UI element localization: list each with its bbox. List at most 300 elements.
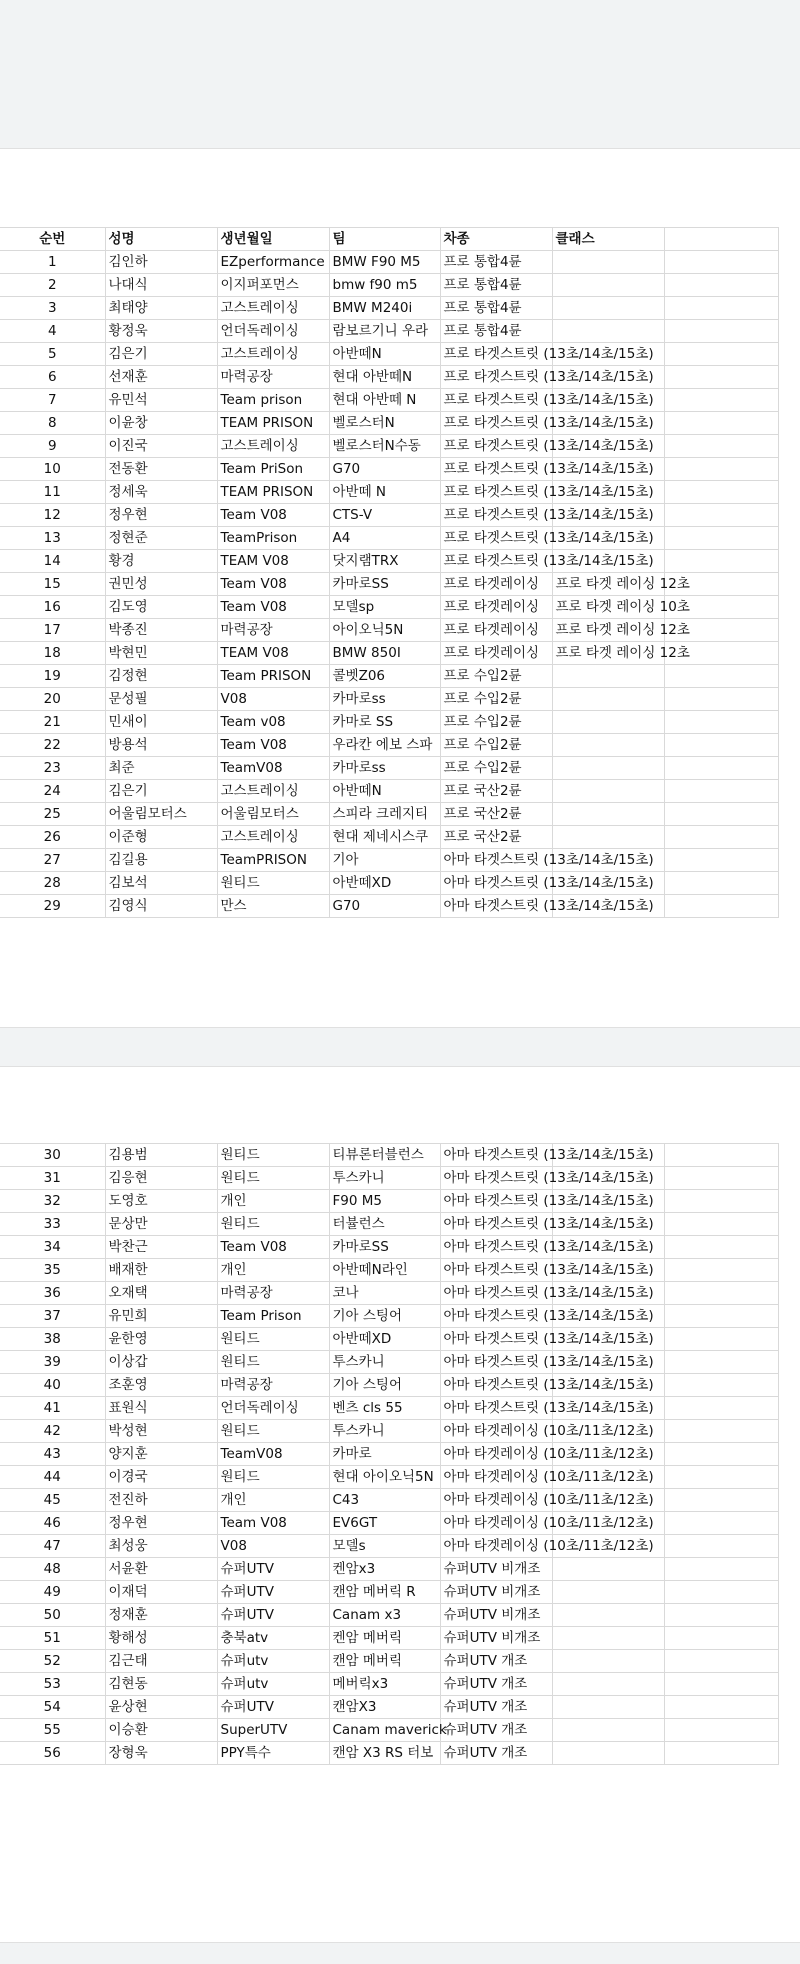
- cell-team: 켄암 메버릭: [329, 1627, 440, 1650]
- cell-team: 캔암X3: [329, 1696, 440, 1719]
- cell-name: 박찬근: [105, 1236, 217, 1259]
- cell-empty: [664, 1581, 778, 1604]
- cell-name: 전진하: [105, 1489, 217, 1512]
- cell-car: 프로 타겟레이싱: [440, 596, 552, 619]
- cell-empty: [664, 780, 778, 803]
- table-row: [0, 1719, 778, 1742]
- cell-car: 슈퍼UTV 개조: [440, 1719, 552, 1742]
- cell-empty: [664, 1351, 778, 1374]
- cell-birth: TEAM V08: [217, 550, 329, 573]
- table-row: [0, 619, 778, 642]
- cell-name: 박성현: [105, 1420, 217, 1443]
- cell-name: 이진국: [105, 435, 217, 458]
- cell-car: 프로 통합4륜: [440, 274, 552, 297]
- cell-team: bmw f90 m5: [329, 274, 440, 297]
- cell-empty: [664, 1719, 778, 1742]
- cell-empty: [664, 274, 778, 297]
- cell-birth: 개인: [217, 1259, 329, 1282]
- cell-name: 김근태: [105, 1650, 217, 1673]
- cell-no: 20: [0, 688, 105, 711]
- cell-team: 캔암 메버릭: [329, 1650, 440, 1673]
- cell-team: BMW F90 M5: [329, 251, 440, 274]
- cell-team: 현대 아반떼N: [329, 366, 440, 389]
- cell-no: 13: [0, 527, 105, 550]
- cell-empty: [664, 527, 778, 550]
- cell-team: 아반떼XD: [329, 872, 440, 895]
- cell-empty: [664, 1443, 778, 1466]
- cell-car: 아마 타겟스트릿 (13초/14초/15초): [440, 1374, 552, 1397]
- cell-no: 31: [0, 1167, 105, 1190]
- cell-empty: [664, 711, 778, 734]
- cell-team: Canam maverick: [329, 1719, 440, 1742]
- cell-no: 28: [0, 872, 105, 895]
- page-gap-middle: [0, 1027, 800, 1067]
- cell-no: 50: [0, 1604, 105, 1627]
- cell-empty: [664, 435, 778, 458]
- cell-birth: TeamV08: [217, 1443, 329, 1466]
- cell-empty: [664, 1558, 778, 1581]
- cell-no: 10: [0, 458, 105, 481]
- cell-name: 문상만: [105, 1213, 217, 1236]
- cell-team: F90 M5: [329, 1190, 440, 1213]
- cell-team: 기아: [329, 849, 440, 872]
- cell-team: 메버릭x3: [329, 1673, 440, 1696]
- cell-team: 모델s: [329, 1535, 440, 1558]
- cell-car: 프로 타겟스트릿 (13초/14초/15초): [440, 481, 552, 504]
- table-row: [0, 1420, 778, 1443]
- cell-birth: 슈퍼UTV: [217, 1604, 329, 1627]
- cell-car: 프로 타겟스트릿 (13초/14초/15초): [440, 389, 552, 412]
- cell-empty: [664, 1167, 778, 1190]
- cell-team: 아반떼N라인: [329, 1259, 440, 1282]
- table-row: [0, 435, 778, 458]
- cell-birth: Team V08: [217, 573, 329, 596]
- cell-name: 배재한: [105, 1259, 217, 1282]
- cell-team: 람보르기니 우라: [329, 320, 440, 343]
- cell-birth: 고스트레이싱: [217, 435, 329, 458]
- cell-empty: [664, 481, 778, 504]
- cell-birth: 마력공장: [217, 366, 329, 389]
- cell-empty: [664, 1236, 778, 1259]
- cell-empty: [664, 688, 778, 711]
- cell-birth: 고스트레이싱: [217, 297, 329, 320]
- cell-name: 김용범: [105, 1144, 217, 1167]
- cell-empty: [664, 1535, 778, 1558]
- table-row: [0, 274, 778, 297]
- cell-team: 투스카니: [329, 1167, 440, 1190]
- cell-name: 도영호: [105, 1190, 217, 1213]
- cell-empty: [664, 458, 778, 481]
- cell-car: 프로 타겟스트릿 (13초/14초/15초): [440, 504, 552, 527]
- cell-team: 투스카니: [329, 1351, 440, 1374]
- cell-name: 표원식: [105, 1397, 217, 1420]
- table-row: [0, 1397, 778, 1420]
- cell-car: 프로 국산2륜: [440, 803, 552, 826]
- cell-team: 모델sp: [329, 596, 440, 619]
- cell-name: 어울림모터스: [105, 803, 217, 826]
- cell-birth: 원티드: [217, 1213, 329, 1236]
- cell-team: 아반떼N: [329, 780, 440, 803]
- cell-empty: [664, 734, 778, 757]
- cell-name: 김응현: [105, 1167, 217, 1190]
- table-row: [0, 1282, 778, 1305]
- cell-empty: [664, 1144, 778, 1167]
- cell-name: 전동환: [105, 458, 217, 481]
- cell-no: 32: [0, 1190, 105, 1213]
- table-row: [0, 1190, 778, 1213]
- cell-birth: EZperformance: [217, 251, 329, 274]
- cell-no: 16: [0, 596, 105, 619]
- cell-car: 프로 수입2륜: [440, 665, 552, 688]
- table-row: [0, 1305, 778, 1328]
- cell-name: 정재훈: [105, 1604, 217, 1627]
- cell-car: 프로 통합4륜: [440, 297, 552, 320]
- cell-birth: 원티드: [217, 1328, 329, 1351]
- cell-team: 벤츠 cls 55: [329, 1397, 440, 1420]
- cell-no: 33: [0, 1213, 105, 1236]
- header-name: 성명: [105, 228, 217, 251]
- cell-empty: [664, 803, 778, 826]
- cell-name: 민새이: [105, 711, 217, 734]
- cell-name: 이승환: [105, 1719, 217, 1742]
- cell-car: 슈퍼UTV 개조: [440, 1650, 552, 1673]
- cell-no: 17: [0, 619, 105, 642]
- sheet-page-2: [0, 1143, 800, 1765]
- cell-empty: [664, 389, 778, 412]
- cell-birth: 언더독레이싱: [217, 1397, 329, 1420]
- table-row: [0, 711, 778, 734]
- table-row: [0, 504, 778, 527]
- cell-team: BMW 850I: [329, 642, 440, 665]
- table-row: [0, 458, 778, 481]
- cell-empty: [664, 1374, 778, 1397]
- cell-no: 9: [0, 435, 105, 458]
- cell-no: 23: [0, 757, 105, 780]
- cell-car: 아마 타겟레이싱 (10초/11초/12초): [440, 1489, 552, 1512]
- table-row: [0, 1512, 778, 1535]
- cell-class: [552, 251, 664, 274]
- cell-name: 김정현: [105, 665, 217, 688]
- cell-team: 스피라 크레지티: [329, 803, 440, 826]
- cell-name: 정현준: [105, 527, 217, 550]
- cell-empty: [664, 412, 778, 435]
- cell-car: 아마 타겟스트릿 (13초/14초/15초): [440, 1167, 552, 1190]
- header-no: 순번: [0, 228, 105, 251]
- cell-birth: 원티드: [217, 1466, 329, 1489]
- cell-car: 프로 타겟스트릿 (13초/14초/15초): [440, 366, 552, 389]
- cell-no: 8: [0, 412, 105, 435]
- cell-birth: Team Prison: [217, 1305, 329, 1328]
- cell-car: 슈퍼UTV 개조: [440, 1742, 552, 1765]
- cell-car: 슈퍼UTV 비개조: [440, 1581, 552, 1604]
- cell-no: 27: [0, 849, 105, 872]
- cell-no: 7: [0, 389, 105, 412]
- cell-birth: 마력공장: [217, 1282, 329, 1305]
- cell-class: [552, 320, 664, 343]
- table-row: [0, 320, 778, 343]
- cell-team: 카마로SS: [329, 573, 440, 596]
- table-row: [0, 1696, 778, 1719]
- cell-no: 44: [0, 1466, 105, 1489]
- cell-birth: 슈퍼UTV: [217, 1558, 329, 1581]
- cell-name: 정세욱: [105, 481, 217, 504]
- cell-empty: [664, 665, 778, 688]
- table-row: [0, 872, 778, 895]
- cell-birth: 고스트레이싱: [217, 343, 329, 366]
- cell-name: 나대식: [105, 274, 217, 297]
- cell-car: 아마 타겟레이싱 (10초/11초/12초): [440, 1512, 552, 1535]
- cell-class: [552, 1650, 664, 1673]
- cell-car: 프로 수입2륜: [440, 757, 552, 780]
- cell-name: 이윤창: [105, 412, 217, 435]
- cell-class: [552, 1604, 664, 1627]
- cell-empty: [664, 849, 778, 872]
- table-row: [0, 1144, 778, 1167]
- cell-empty: [664, 1604, 778, 1627]
- header-empty: [664, 228, 778, 251]
- cell-team: 아반떼XD: [329, 1328, 440, 1351]
- cell-birth: 원티드: [217, 1167, 329, 1190]
- cell-no: 29: [0, 895, 105, 918]
- cell-no: 45: [0, 1489, 105, 1512]
- cell-no: 42: [0, 1420, 105, 1443]
- cell-no: 18: [0, 642, 105, 665]
- cell-team: A4: [329, 527, 440, 550]
- cell-car: 프로 타겟스트릿 (13초/14초/15초): [440, 550, 552, 573]
- cell-birth: 원티드: [217, 1351, 329, 1374]
- cell-name: 김인하: [105, 251, 217, 274]
- cell-birth: 개인: [217, 1190, 329, 1213]
- cell-empty: [664, 1213, 778, 1236]
- cell-name: 정우현: [105, 504, 217, 527]
- cell-no: 37: [0, 1305, 105, 1328]
- table-row: [0, 1742, 778, 1765]
- cell-empty: [664, 895, 778, 918]
- cell-name: 이재덕: [105, 1581, 217, 1604]
- cell-team: 캔암 X3 RS 터보: [329, 1742, 440, 1765]
- cell-birth: TEAM V08: [217, 642, 329, 665]
- table-row: [0, 803, 778, 826]
- table-row: [0, 826, 778, 849]
- cell-birth: 고스트레이싱: [217, 826, 329, 849]
- cell-birth: Team V08: [217, 596, 329, 619]
- cell-car: 프로 타겟레이싱: [440, 573, 552, 596]
- cell-car: 프로 타겟스트릿 (13초/14초/15초): [440, 412, 552, 435]
- table-row: [0, 1443, 778, 1466]
- cell-empty: [664, 297, 778, 320]
- cell-name: 양지훈: [105, 1443, 217, 1466]
- cell-car: 아마 타겟스트릿 (13초/14초/15초): [440, 849, 552, 872]
- cell-birth: 마력공장: [217, 619, 329, 642]
- table-row: [0, 1466, 778, 1489]
- cell-birth: TEAM PRISON: [217, 412, 329, 435]
- table-row: [0, 642, 778, 665]
- cell-car: 프로 타겟레이싱: [440, 619, 552, 642]
- cell-car: 아마 타겟스트릿 (13초/14초/15초): [440, 1213, 552, 1236]
- table-row: [0, 366, 778, 389]
- cell-car: 슈퍼UTV 개조: [440, 1696, 552, 1719]
- cell-empty: [664, 1259, 778, 1282]
- cell-no: 1: [0, 251, 105, 274]
- cell-car: 프로 수입2륜: [440, 734, 552, 757]
- cell-no: 21: [0, 711, 105, 734]
- cell-car: 프로 통합4륜: [440, 320, 552, 343]
- cell-name: 최태양: [105, 297, 217, 320]
- cell-name: 김영식: [105, 895, 217, 918]
- cell-no: 54: [0, 1696, 105, 1719]
- cell-class: 프로 타겟 레이싱 12초: [552, 642, 664, 665]
- cell-car: 프로 타겟스트릿 (13초/14초/15초): [440, 343, 552, 366]
- cell-name: 윤한영: [105, 1328, 217, 1351]
- cell-name: 선재훈: [105, 366, 217, 389]
- table-row: [0, 251, 778, 274]
- table-row: [0, 665, 778, 688]
- table-row: [0, 1374, 778, 1397]
- cell-birth: 개인: [217, 1489, 329, 1512]
- cell-birth: 원티드: [217, 1144, 329, 1167]
- cell-birth: 언더독레이싱: [217, 320, 329, 343]
- cell-team: 켄암x3: [329, 1558, 440, 1581]
- cell-no: 6: [0, 366, 105, 389]
- cell-team: CTS-V: [329, 504, 440, 527]
- cell-car: 아마 타겟레이싱 (10초/11초/12초): [440, 1420, 552, 1443]
- cell-car: 프로 수입2륜: [440, 688, 552, 711]
- cell-no: 35: [0, 1259, 105, 1282]
- cell-no: 40: [0, 1374, 105, 1397]
- cell-car: 슈퍼UTV 비개조: [440, 1627, 552, 1650]
- cell-car: 아마 타겟레이싱 (10초/11초/12초): [440, 1535, 552, 1558]
- cell-team: 카마로: [329, 1443, 440, 1466]
- cell-name: 박종진: [105, 619, 217, 642]
- cell-car: 프로 타겟스트릿 (13초/14초/15초): [440, 458, 552, 481]
- cell-no: 11: [0, 481, 105, 504]
- table-row: [0, 688, 778, 711]
- header-birth: 생년월일: [217, 228, 329, 251]
- cell-class: [552, 1627, 664, 1650]
- cell-birth: Team PRISON: [217, 665, 329, 688]
- cell-birth: 슈퍼utv: [217, 1673, 329, 1696]
- cell-birth: 슈퍼UTV: [217, 1581, 329, 1604]
- cell-name: 이경국: [105, 1466, 217, 1489]
- cell-team: G70: [329, 895, 440, 918]
- cell-name: 오재택: [105, 1282, 217, 1305]
- cell-team: 터뷸런스: [329, 1213, 440, 1236]
- cell-team: 현대 아이오닉5N: [329, 1466, 440, 1489]
- table-row: [0, 481, 778, 504]
- cell-name: 방용석: [105, 734, 217, 757]
- table-row: [0, 1351, 778, 1374]
- cell-name: 장형욱: [105, 1742, 217, 1765]
- cell-birth: 이지퍼포먼스: [217, 274, 329, 297]
- cell-name: 김현동: [105, 1673, 217, 1696]
- cell-birth: TEAM PRISON: [217, 481, 329, 504]
- header-team: 팀: [329, 228, 440, 251]
- cell-car: 아마 타겟스트릿 (13초/14초/15초): [440, 1282, 552, 1305]
- cell-class: [552, 297, 664, 320]
- cell-team: 벨로스터N수동: [329, 435, 440, 458]
- cell-birth: PPY특수: [217, 1742, 329, 1765]
- table-row: [0, 1167, 778, 1190]
- cell-birth: TeamPRISON: [217, 849, 329, 872]
- cell-team: C43: [329, 1489, 440, 1512]
- cell-empty: [664, 1420, 778, 1443]
- page-gap-bottom: [0, 1942, 800, 1964]
- cell-birth: 원티드: [217, 1420, 329, 1443]
- cell-birth: 원티드: [217, 872, 329, 895]
- cell-team: 카마로ss: [329, 757, 440, 780]
- cell-empty: [664, 872, 778, 895]
- cell-birth: TeamPrison: [217, 527, 329, 550]
- cell-class: [552, 1742, 664, 1765]
- cell-empty: [664, 343, 778, 366]
- cell-team: G70: [329, 458, 440, 481]
- cell-no: 52: [0, 1650, 105, 1673]
- cell-class: [552, 1581, 664, 1604]
- cell-name: 권민성: [105, 573, 217, 596]
- cell-no: 3: [0, 297, 105, 320]
- cell-birth: V08: [217, 1535, 329, 1558]
- header-car: 차종: [440, 228, 552, 251]
- cell-team: BMW M240i: [329, 297, 440, 320]
- cell-team: 아이오닉5N: [329, 619, 440, 642]
- cell-birth: 마력공장: [217, 1374, 329, 1397]
- cell-birth: Team V08: [217, 734, 329, 757]
- cell-birth: V08: [217, 688, 329, 711]
- table-row: [0, 412, 778, 435]
- cell-empty: [664, 1673, 778, 1696]
- cell-empty: [664, 1627, 778, 1650]
- cell-empty: [664, 320, 778, 343]
- cell-car: 아마 타겟스트릿 (13초/14초/15초): [440, 1236, 552, 1259]
- cell-car: 아마 타겟스트릿 (13초/14초/15초): [440, 1144, 552, 1167]
- cell-name: 김은기: [105, 343, 217, 366]
- sheet-page-1: [0, 227, 800, 918]
- cell-team: 캔암 메버릭 R: [329, 1581, 440, 1604]
- cell-empty: [664, 1328, 778, 1351]
- cell-empty: [664, 757, 778, 780]
- table-row: [0, 343, 778, 366]
- table-row: [0, 596, 778, 619]
- cell-team: 카마로ss: [329, 688, 440, 711]
- cell-empty: [664, 1696, 778, 1719]
- cell-car: 아마 타겟스트릿 (13초/14초/15초): [440, 1328, 552, 1351]
- table-row: [0, 1259, 778, 1282]
- cell-no: 55: [0, 1719, 105, 1742]
- cell-class: 프로 타겟 레이싱 12초: [552, 573, 664, 596]
- cell-no: 53: [0, 1673, 105, 1696]
- cell-team: 아반떼N: [329, 343, 440, 366]
- cell-empty: [664, 251, 778, 274]
- cell-car: 슈퍼UTV 개조: [440, 1673, 552, 1696]
- cell-car: 프로 국산2륜: [440, 826, 552, 849]
- cell-no: 4: [0, 320, 105, 343]
- cell-car: 프로 타겟스트릿 (13초/14초/15초): [440, 435, 552, 458]
- cell-name: 유민석: [105, 389, 217, 412]
- cell-birth: 슈퍼UTV: [217, 1696, 329, 1719]
- table-row: [0, 550, 778, 573]
- cell-team: 투스카니: [329, 1420, 440, 1443]
- cell-birth: 어울림모터스: [217, 803, 329, 826]
- cell-team: 카마로 SS: [329, 711, 440, 734]
- table-row: [0, 757, 778, 780]
- cell-team: 아반떼 N: [329, 481, 440, 504]
- cell-team: 현대 제네시스쿠: [329, 826, 440, 849]
- cell-no: 48: [0, 1558, 105, 1581]
- cell-class: [552, 274, 664, 297]
- cell-name: 최준: [105, 757, 217, 780]
- cell-name: 김도영: [105, 596, 217, 619]
- cell-car: 아마 타겟스트릿 (13초/14초/15초): [440, 1305, 552, 1328]
